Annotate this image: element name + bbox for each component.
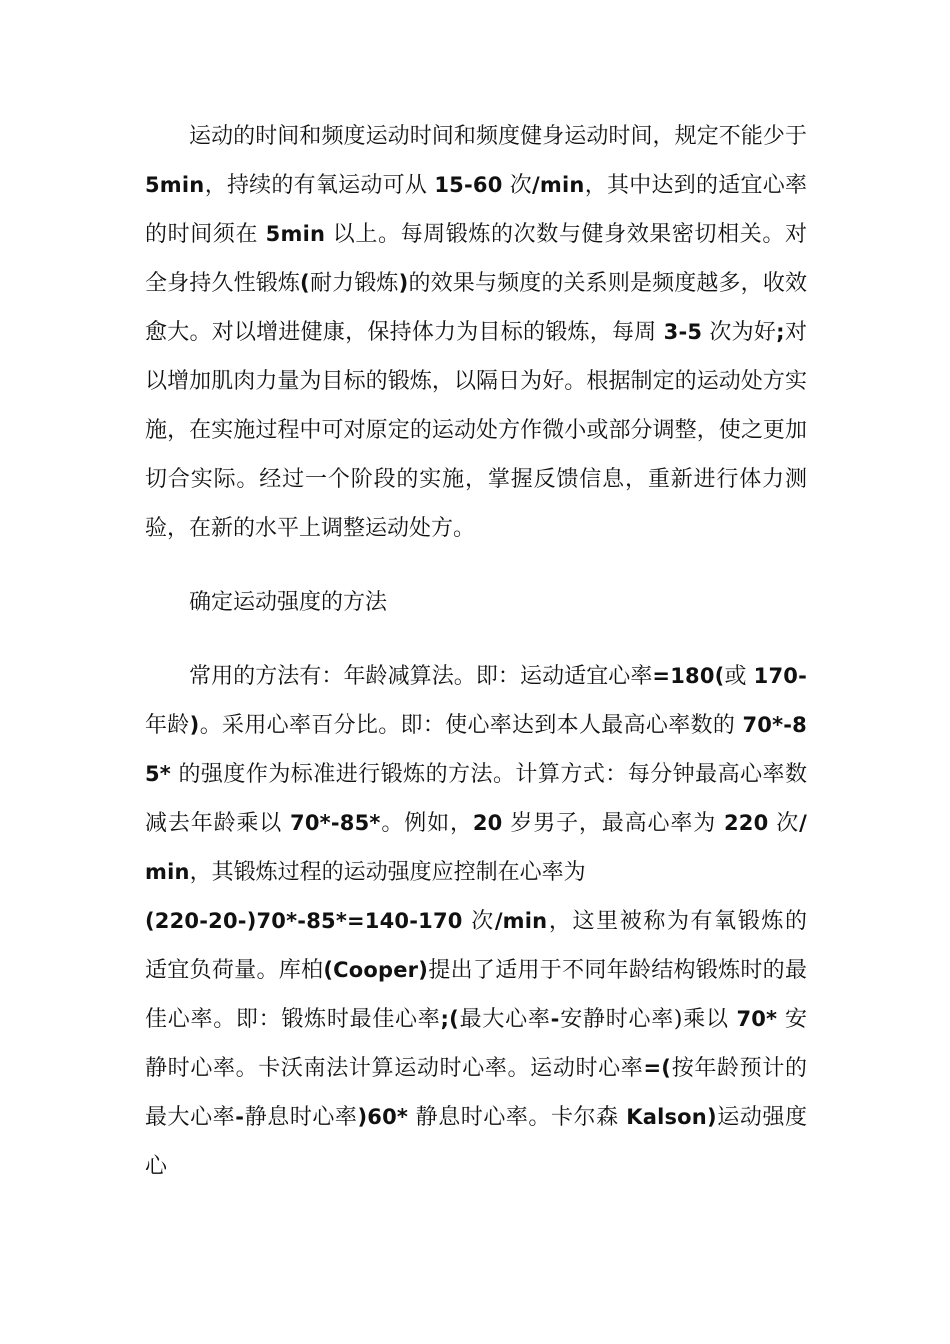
text-run: 的强度作为标准进行锻炼的方法。计算方式：每分钟最高心率数减去年龄乘以	[145, 762, 807, 836]
text-run: 提出了适用于不同年龄结构锻炼时的最佳心率。即：锻炼时最佳心率	[145, 958, 807, 1032]
text-run: 次	[768, 811, 800, 836]
text-run: 或	[724, 664, 754, 689]
bold-text-run: /min	[532, 173, 585, 197]
bold-text-run: 220	[723, 811, 769, 835]
bold-text-run: ;	[776, 320, 785, 344]
bold-text-run: 170-	[753, 664, 807, 688]
text-run: 运动的时间和频度运动时间和频度健身运动时间，规定不能少于	[189, 124, 807, 149]
bold-text-run: -	[550, 1007, 560, 1031]
paragraph-intensity-methods	[145, 652, 807, 1191]
bold-text-run: 70*-85*	[145, 713, 807, 786]
text-run: 的效果与频度的关系则是频度越多，收效愈大。对以增进健康，保持体力为目标的锻炼，每周	[145, 271, 807, 345]
bold-text-run: =(	[643, 1056, 672, 1080]
bold-text-run: (Cooper)	[323, 958, 429, 982]
text-run: 静息时心率。卡尔森	[408, 1105, 627, 1130]
text-run: ，其锻炼过程的运动强度应控制在心率为	[189, 860, 586, 885]
text-run: 岁男子，最高心率为	[502, 811, 724, 836]
text-run: 。例如，	[380, 811, 473, 836]
bold-text-run: Kalson)	[626, 1105, 717, 1129]
text-run: 。采用心率百分比。即：使心率达到本人最高心率数的	[199, 713, 743, 738]
bold-text-run: 5min	[265, 222, 326, 246]
bold-text-run: /min	[145, 811, 807, 884]
bold-text-run: )	[189, 713, 200, 737]
bold-text-run: )	[398, 271, 409, 295]
text-run: 最大心率	[458, 1007, 551, 1032]
text-run: 次为好	[702, 320, 777, 345]
text-run: 安静时心率。卡沃南法计算运动时心率。运动时心率	[145, 1007, 807, 1081]
bold-text-run: 3-5	[663, 320, 703, 344]
text-run: 按年龄预计的最大心率	[145, 1056, 807, 1130]
text-run: 对以增加肌肉力量为目标的锻炼，以隔日为好。根据制定的运动处方实施，在实施过程中可对原定的运动处方作微小或部分调整，使之更加切合实际。经过一个阶段的实施，掌握反馈信息，重新进行体力测验，在新的水平上调整运动处方。	[145, 320, 807, 541]
text-run: ，持续的有氧运动可从	[204, 173, 435, 198]
bold-text-run: 70*	[736, 1007, 778, 1031]
bold-text-run: (	[300, 271, 310, 295]
bold-text-run: )60*	[357, 1105, 409, 1129]
text-run: 常用的方法有：年龄减算法。即：运动适宜心率	[189, 664, 653, 689]
text-run: 年龄	[145, 713, 190, 738]
bold-text-run: =180(	[652, 664, 725, 688]
text-run: ，其中达到的适宜心率的时间须在	[145, 173, 807, 247]
text-run: 以上。每周锻炼的次数与健身效果密切相关。对全身持久性锻炼	[145, 222, 807, 296]
bold-text-run: ;(	[440, 1007, 459, 1031]
bold-text-run: /min	[494, 909, 548, 933]
document-page	[145, 112, 807, 1191]
text-run: 次	[502, 173, 533, 198]
bold-text-run: 5min	[145, 173, 205, 197]
text-run: 安静时心率)乘以	[559, 1007, 737, 1032]
bold-text-run: 70*-85*	[290, 811, 381, 835]
bold-text-run: 20	[472, 811, 503, 835]
text-run: 运动强度心	[145, 1105, 807, 1179]
section-heading: 确定运动强度的方法	[189, 590, 388, 615]
paragraph-exercise-time-frequency	[145, 112, 807, 553]
text-run: 次	[462, 909, 495, 934]
bold-text-run: (220-20-)70*-85*=140-170	[145, 909, 463, 933]
bold-text-run: -	[235, 1105, 245, 1129]
text-run: ，这里被称为有氧锻炼的适宜负荷量。库柏	[145, 909, 807, 983]
text-run: 耐力锻炼	[309, 271, 399, 296]
text-run: 静息时心率	[244, 1105, 358, 1130]
bold-text-run: 15-60	[434, 173, 503, 197]
